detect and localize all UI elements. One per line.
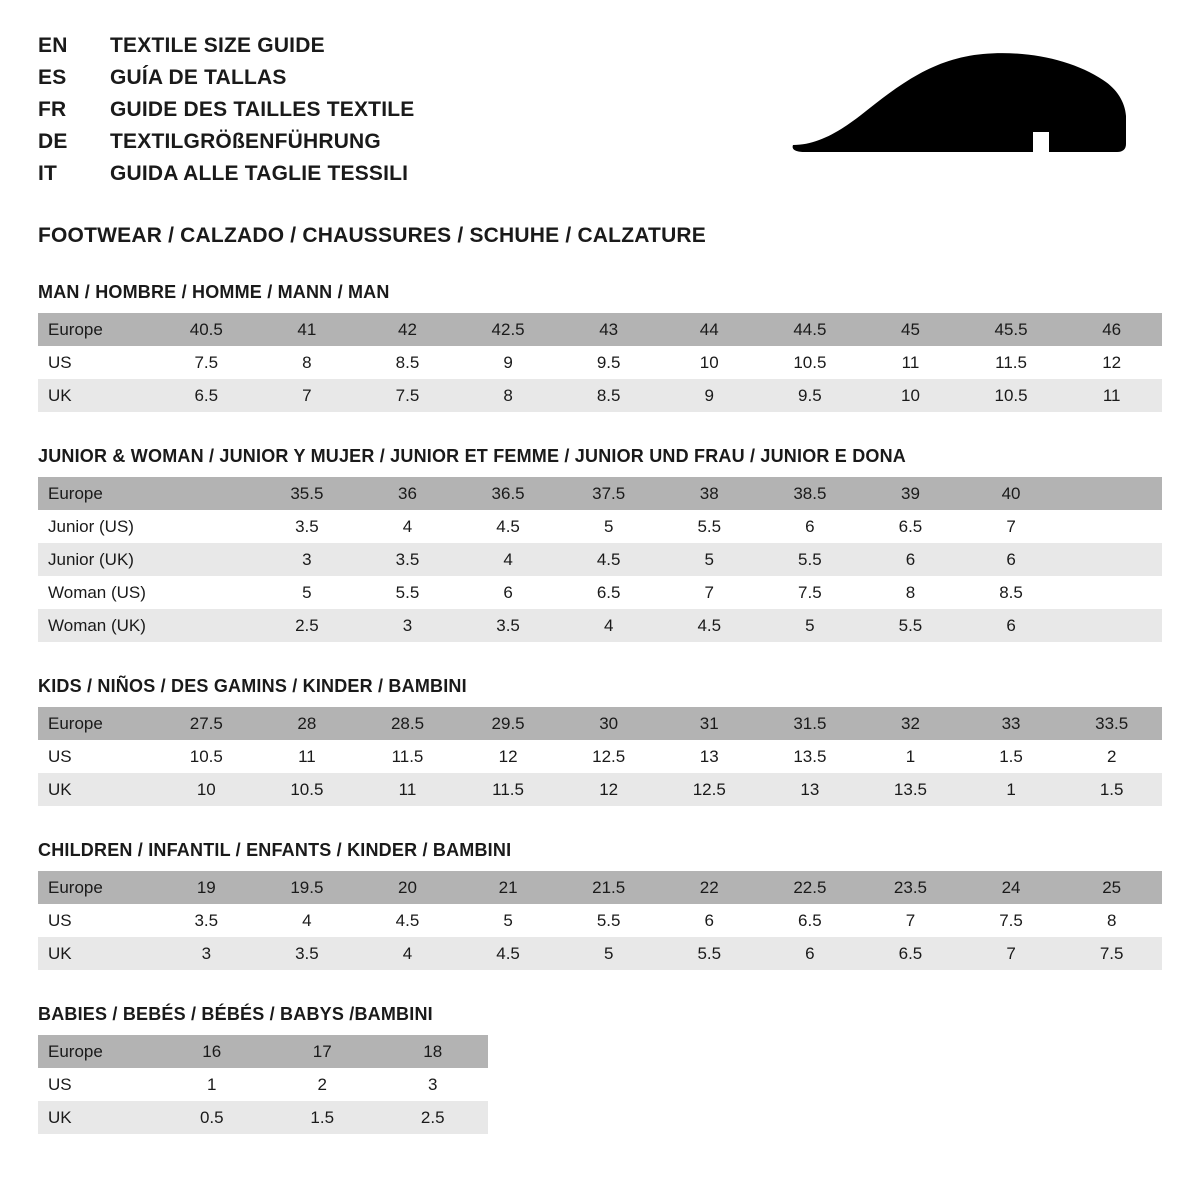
table-row	[38, 707, 1162, 740]
table-cell: 4	[257, 904, 358, 937]
footwear-title: FOOTWEAR / CALZADO / CHAUSSURES / SCHUHE / CALZATURE	[38, 224, 707, 247]
row-label: UK	[38, 1101, 157, 1134]
table-cell: 7.5	[156, 346, 257, 379]
table-cell: 45.5	[961, 313, 1062, 346]
row-label: UK	[38, 379, 156, 412]
dress-shoe-icon	[787, 52, 1127, 177]
table-cell: 8	[458, 379, 559, 412]
table-cell: 29.5	[458, 707, 559, 740]
section-man	[38, 282, 1162, 412]
table-cell: 5	[257, 576, 358, 609]
table-cell: 5	[760, 609, 861, 642]
table-cell: 11.5	[961, 346, 1062, 379]
row-label: Europe	[38, 313, 156, 346]
section-babies	[38, 1004, 1162, 1134]
table-cell: 0.5	[157, 1101, 267, 1134]
table-cell: 10.5	[961, 379, 1062, 412]
table-cell: 3.5	[257, 937, 358, 970]
table-cell: 12.5	[558, 740, 659, 773]
table-cell: 27.5	[156, 707, 257, 740]
table-cell: 21.5	[558, 871, 659, 904]
table-cell: 3.5	[156, 904, 257, 937]
table-cell: 6.5	[156, 379, 257, 412]
table-cell: 5.5	[357, 576, 458, 609]
table-cell: 33.5	[1061, 707, 1162, 740]
table-cell: 38.5	[760, 477, 861, 510]
table-cell: 7.5	[760, 576, 861, 609]
table-cell: 5.5	[558, 904, 659, 937]
table-cell: 2	[267, 1068, 377, 1101]
section-title: CHILDREN / INFANTIL / ENFANTS / KINDER / BAMBINI	[38, 840, 512, 860]
row-label: Europe	[38, 871, 156, 904]
table-cell: 4	[357, 510, 458, 543]
table-cell: 4	[458, 543, 559, 576]
language-title: TEXTILE SIZE GUIDE	[110, 34, 325, 57]
table-cell: 3	[357, 609, 458, 642]
table-cell: 1.5	[1061, 773, 1162, 806]
table-cell: 44	[659, 313, 760, 346]
row-label: Junior (UK)	[38, 543, 156, 576]
row-label: US	[38, 904, 156, 937]
table-cell	[156, 609, 257, 642]
table-cell: 10.5	[156, 740, 257, 773]
table-cell: 42.5	[458, 313, 559, 346]
page-header	[38, 34, 1162, 194]
language-row	[38, 98, 414, 122]
table-cell: 7	[961, 510, 1062, 543]
section-junior-woman	[38, 446, 1162, 642]
table-row	[38, 1068, 488, 1101]
table-row	[38, 773, 1162, 806]
table-cell: 41	[257, 313, 358, 346]
table-cell: 6	[659, 904, 760, 937]
table-cell: 10	[659, 346, 760, 379]
table-cell: 22	[659, 871, 760, 904]
table-cell: 43	[558, 313, 659, 346]
table-cell: 6	[760, 510, 861, 543]
language-row	[38, 130, 414, 154]
table-cell: 11	[1061, 379, 1162, 412]
language-title: GUIDE DES TAILLES TEXTILE	[110, 98, 415, 121]
table-cell: 1	[961, 773, 1062, 806]
table-cell: 12	[558, 773, 659, 806]
table-cell: 1.5	[267, 1101, 377, 1134]
table-cell: 11.5	[458, 773, 559, 806]
row-label: Europe	[38, 1035, 157, 1068]
table-cell: 17	[267, 1035, 377, 1068]
table-cell: 46	[1061, 313, 1162, 346]
table-cell: 10	[156, 773, 257, 806]
table-cell: 1	[157, 1068, 267, 1101]
language-title: GUÍA DE TALLAS	[110, 66, 287, 89]
table-cell: 39	[860, 477, 961, 510]
table-cell	[156, 477, 257, 510]
size-table-junior-woman	[38, 477, 1162, 642]
table-cell: 24	[961, 871, 1062, 904]
table-cell: 6	[458, 576, 559, 609]
table-cell: 33	[961, 707, 1062, 740]
table-cell	[1061, 576, 1162, 609]
table-cell: 6.5	[760, 904, 861, 937]
table-cell: 4.5	[357, 904, 458, 937]
table-cell: 7.5	[357, 379, 458, 412]
table-cell: 40.5	[156, 313, 257, 346]
language-code: EN	[38, 34, 68, 57]
table-cell: 5	[659, 543, 760, 576]
section-title: JUNIOR & WOMAN / JUNIOR Y MUJER / JUNIOR ET FEMME / JUNIOR UND FRAU / JUNIOR E DONA	[38, 446, 907, 466]
table-row	[38, 313, 1162, 346]
table-row	[38, 871, 1162, 904]
table-cell: 6	[760, 937, 861, 970]
row-label: Europe	[38, 477, 156, 510]
language-title: GUIDA ALLE TAGLIE TESSILI	[110, 162, 409, 185]
table-cell: 1	[860, 740, 961, 773]
table-row	[38, 609, 1162, 642]
table-cell: 13	[659, 740, 760, 773]
language-row	[38, 66, 414, 90]
table-cell: 6.5	[860, 510, 961, 543]
table-row	[38, 1101, 488, 1134]
language-code: IT	[38, 162, 58, 185]
table-cell: 4	[558, 609, 659, 642]
table-cell: 10.5	[257, 773, 358, 806]
table-cell	[1061, 477, 1162, 510]
section-title: BABIES / BEBÉS / BÉBÉS / BABYS /BAMBINI	[38, 1004, 433, 1024]
table-row	[38, 937, 1162, 970]
table-cell: 28	[257, 707, 358, 740]
table-cell: 32	[860, 707, 961, 740]
language-title: TEXTILGRÖßENFÜHRUNG	[110, 130, 381, 153]
table-cell: 9	[458, 346, 559, 379]
section-title: MAN / HOMBRE / HOMME / MANN / MAN	[38, 282, 390, 302]
table-cell: 22.5	[760, 871, 861, 904]
table-cell	[156, 510, 257, 543]
table-cell: 28.5	[357, 707, 458, 740]
size-table-babies	[38, 1035, 488, 1134]
table-row	[38, 346, 1162, 379]
table-cell: 36.5	[458, 477, 559, 510]
table-cell: 11	[257, 740, 358, 773]
table-cell: 5.5	[659, 510, 760, 543]
section-children	[38, 840, 1162, 970]
table-cell: 8.5	[558, 379, 659, 412]
table-cell: 11	[357, 773, 458, 806]
table-cell	[156, 543, 257, 576]
language-title-list	[38, 34, 414, 194]
table-cell: 4.5	[659, 609, 760, 642]
table-cell: 8	[257, 346, 358, 379]
table-cell: 6	[860, 543, 961, 576]
table-cell: 9.5	[558, 346, 659, 379]
table-cell: 13.5	[760, 740, 861, 773]
table-cell	[1061, 609, 1162, 642]
language-code: DE	[38, 130, 68, 153]
language-row	[38, 162, 414, 186]
table-cell: 25	[1061, 871, 1162, 904]
table-cell: 4.5	[458, 937, 559, 970]
table-row	[38, 740, 1162, 773]
table-cell: 44.5	[760, 313, 861, 346]
table-cell: 2	[1061, 740, 1162, 773]
language-row	[38, 34, 414, 58]
table-cell: 5.5	[760, 543, 861, 576]
table-cell: 8.5	[357, 346, 458, 379]
table-cell: 4	[357, 937, 458, 970]
table-cell: 12	[1061, 346, 1162, 379]
table-cell: 20	[357, 871, 458, 904]
table-cell: 10.5	[760, 346, 861, 379]
table-cell: 5	[558, 510, 659, 543]
size-table-man	[38, 313, 1162, 412]
table-cell: 12	[458, 740, 559, 773]
table-row	[38, 904, 1162, 937]
table-cell: 5.5	[860, 609, 961, 642]
table-cell: 2.5	[257, 609, 358, 642]
table-cell: 38	[659, 477, 760, 510]
table-cell: 31.5	[760, 707, 861, 740]
table-cell: 9.5	[760, 379, 861, 412]
table-cell: 1.5	[961, 740, 1062, 773]
table-cell: 5.5	[659, 937, 760, 970]
section-title: KIDS / NIÑOS / DES GAMINS / KINDER / BAMBINI	[38, 676, 467, 696]
table-cell	[1061, 510, 1162, 543]
table-cell: 2.5	[377, 1101, 488, 1134]
table-cell: 6	[961, 609, 1062, 642]
language-code: ES	[38, 66, 67, 89]
table-cell: 23.5	[860, 871, 961, 904]
table-cell: 13.5	[860, 773, 961, 806]
table-cell: 7	[659, 576, 760, 609]
table-cell: 3.5	[458, 609, 559, 642]
table-cell: 6.5	[558, 576, 659, 609]
row-label: Junior (US)	[38, 510, 156, 543]
table-cell: 10	[860, 379, 961, 412]
table-cell: 8	[860, 576, 961, 609]
table-cell: 45	[860, 313, 961, 346]
table-cell: 4.5	[458, 510, 559, 543]
table-row	[38, 477, 1162, 510]
row-label: US	[38, 740, 156, 773]
table-cell: 13	[760, 773, 861, 806]
table-cell: 18	[377, 1035, 488, 1068]
row-label: Europe	[38, 707, 156, 740]
table-cell: 3.5	[257, 510, 358, 543]
table-row	[38, 543, 1162, 576]
table-cell: 6.5	[860, 937, 961, 970]
table-cell: 7.5	[961, 904, 1062, 937]
row-label: US	[38, 346, 156, 379]
table-cell: 35.5	[257, 477, 358, 510]
table-cell: 3	[377, 1068, 488, 1101]
table-cell: 7	[961, 937, 1062, 970]
table-row	[38, 510, 1162, 543]
shoe-illustration	[772, 34, 1162, 177]
table-row	[38, 576, 1162, 609]
row-label: Woman (UK)	[38, 609, 156, 642]
row-label: Woman (US)	[38, 576, 156, 609]
table-cell: 5	[458, 904, 559, 937]
table-row	[38, 379, 1162, 412]
table-cell: 4.5	[558, 543, 659, 576]
table-cell: 7	[257, 379, 358, 412]
table-row	[38, 1035, 488, 1068]
table-cell	[156, 576, 257, 609]
table-cell: 3	[257, 543, 358, 576]
table-cell: 19.5	[257, 871, 358, 904]
table-cell: 37.5	[558, 477, 659, 510]
table-cell: 19	[156, 871, 257, 904]
row-label: UK	[38, 773, 156, 806]
table-cell: 11	[860, 346, 961, 379]
section-kids	[38, 676, 1162, 806]
table-cell: 3	[156, 937, 257, 970]
table-cell: 3.5	[357, 543, 458, 576]
table-cell: 8	[1061, 904, 1162, 937]
table-cell: 30	[558, 707, 659, 740]
table-cell: 7.5	[1061, 937, 1162, 970]
table-cell: 42	[357, 313, 458, 346]
table-cell: 12.5	[659, 773, 760, 806]
table-cell: 11.5	[357, 740, 458, 773]
language-code: FR	[38, 98, 67, 121]
table-cell: 40	[961, 477, 1062, 510]
table-cell: 5	[558, 937, 659, 970]
table-cell	[1061, 543, 1162, 576]
table-cell: 8.5	[961, 576, 1062, 609]
table-cell: 16	[157, 1035, 267, 1068]
size-table-children	[38, 871, 1162, 970]
row-label: US	[38, 1068, 157, 1101]
table-cell: 9	[659, 379, 760, 412]
size-table-kids	[38, 707, 1162, 806]
table-cell: 21	[458, 871, 559, 904]
table-cell: 7	[860, 904, 961, 937]
table-cell: 36	[357, 477, 458, 510]
row-label: UK	[38, 937, 156, 970]
table-cell: 31	[659, 707, 760, 740]
table-cell: 6	[961, 543, 1062, 576]
